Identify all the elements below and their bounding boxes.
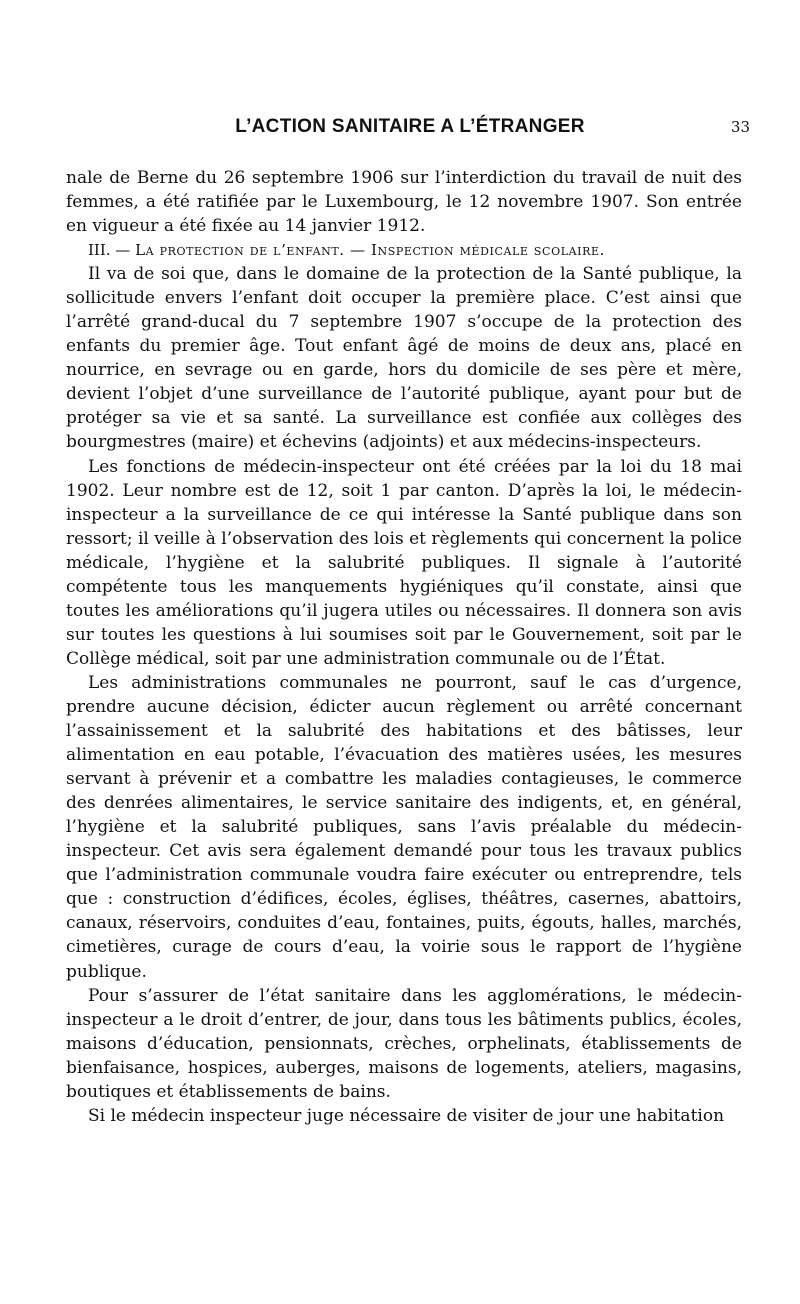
- paragraph-home-visit: Si le médecin inspecteur juge nécessaire de visiter de jour une habitation: [88, 1105, 725, 1126]
- page-number: 33: [730, 118, 750, 136]
- section-number: III. —: [88, 241, 131, 260]
- body-text: [66, 166, 742, 1128]
- paragraph-sanitary-inspection: Pour s’assurer de l’état sanitaire dans les agglomérations, le médecin-inspecteur a le droit d’entrer, de jour, dans tous les bâtiments publics, écoles, maisons d’éducation, pensionnats, crèches, orphelinats, établissements de bienfaisance, hospices, auberges, maisons de logements, ateliers, magasins, boutiques et établissements de bains.: [66, 985, 742, 1102]
- section-title: La protection de l’enfant. — Inspection médicale scolaire.: [135, 241, 605, 260]
- paragraph-communal-administrations: Les administrations communales ne pourront, sauf le cas d’urgence, prendre aucune décision, édicter aucun règlement ou arrêté concernant l’assainissement et la salubrité des habitations et des bâtisses, leur alimentation en eau potable, l’évacuation des matières usées, les mesures servant à prévenir et a combattre les maladies contagieuses, le commerce des denrées alimentaires, le service sanitaire des indigents, et, en général, l’hygiène et la salubrité publiques, sans l’avis préalable du médecin-inspecteur. Cet avis sera également demandé pour tous les travaux publics que l’administration communale voudra faire exécuter ou entreprendre, tels que : construction d’édifices, écoles, églises, théâtres, casernes, abattoirs, canaux, réservoirs, conduites d’eau, fontaines, puits, égouts, halles, marchés, cimetières, curage de cours d’eau, la voirie sous le rapport de l’hygiène publique.: [66, 672, 742, 982]
- running-title: L’ACTION SANITAIRE A L’ÉTRANGER: [235, 116, 585, 137]
- paragraph-medical-inspector: Les fonctions de médecin-inspecteur ont été créées par la loi du 18 mai 1902. Leur nombre est de 12, soit 1 par canton. D’après la loi, le médecin-inspecteur a la surveillance de ce qui intéresse la Santé publique dans son ressort; il veille à l’observation des lois et règlements qui concernent la police médicale, l’hygiène et la salubrité publiques. Il signale à l’autorité compétente tous les manquements hygiéniques qu’il constate, ainsi que toutes les améliorations qu’il jugera utiles ou nécessaires. Il donnera son avis sur toutes les questions à lui soumises soit par le Gouvernement, soit par le Collège médical, soit par une administration communale ou de l’État.: [66, 456, 742, 669]
- paragraph-continuation: nale de Berne du 26 septembre 1906 sur l’interdiction du travail de nuit des femmes, a été ratifiée par le Luxembourg, le 12 novembre 1907. Son entrée en vigueur a été fixée au 14 janvier 1912.: [66, 168, 742, 237]
- paragraph-child-protection: Il va de soi que, dans le domaine de la protection de la Santé publique, la sollicitude envers l’enfant doit occuper la première place. C’est ainsi que l’arrêté grand-ducal du 7 septembre 1907 s’occupe de la protection des enfants du premier âge. Tout enfant âgé de moins de deux ans, placé en nourrice, en sevrage ou en garde, hors du domicile de ses père et mère, devient l’objet d’une surveillance de l’autorité publique, ayant pour but de protéger sa vie et sa santé. La surveillance est confiée aux collèges des bourgmestres (maire) et échevins (adjoints) et aux médecins-inspecteurs.: [66, 264, 742, 453]
- running-header: [70, 116, 750, 146]
- section-heading: [66, 238, 742, 262]
